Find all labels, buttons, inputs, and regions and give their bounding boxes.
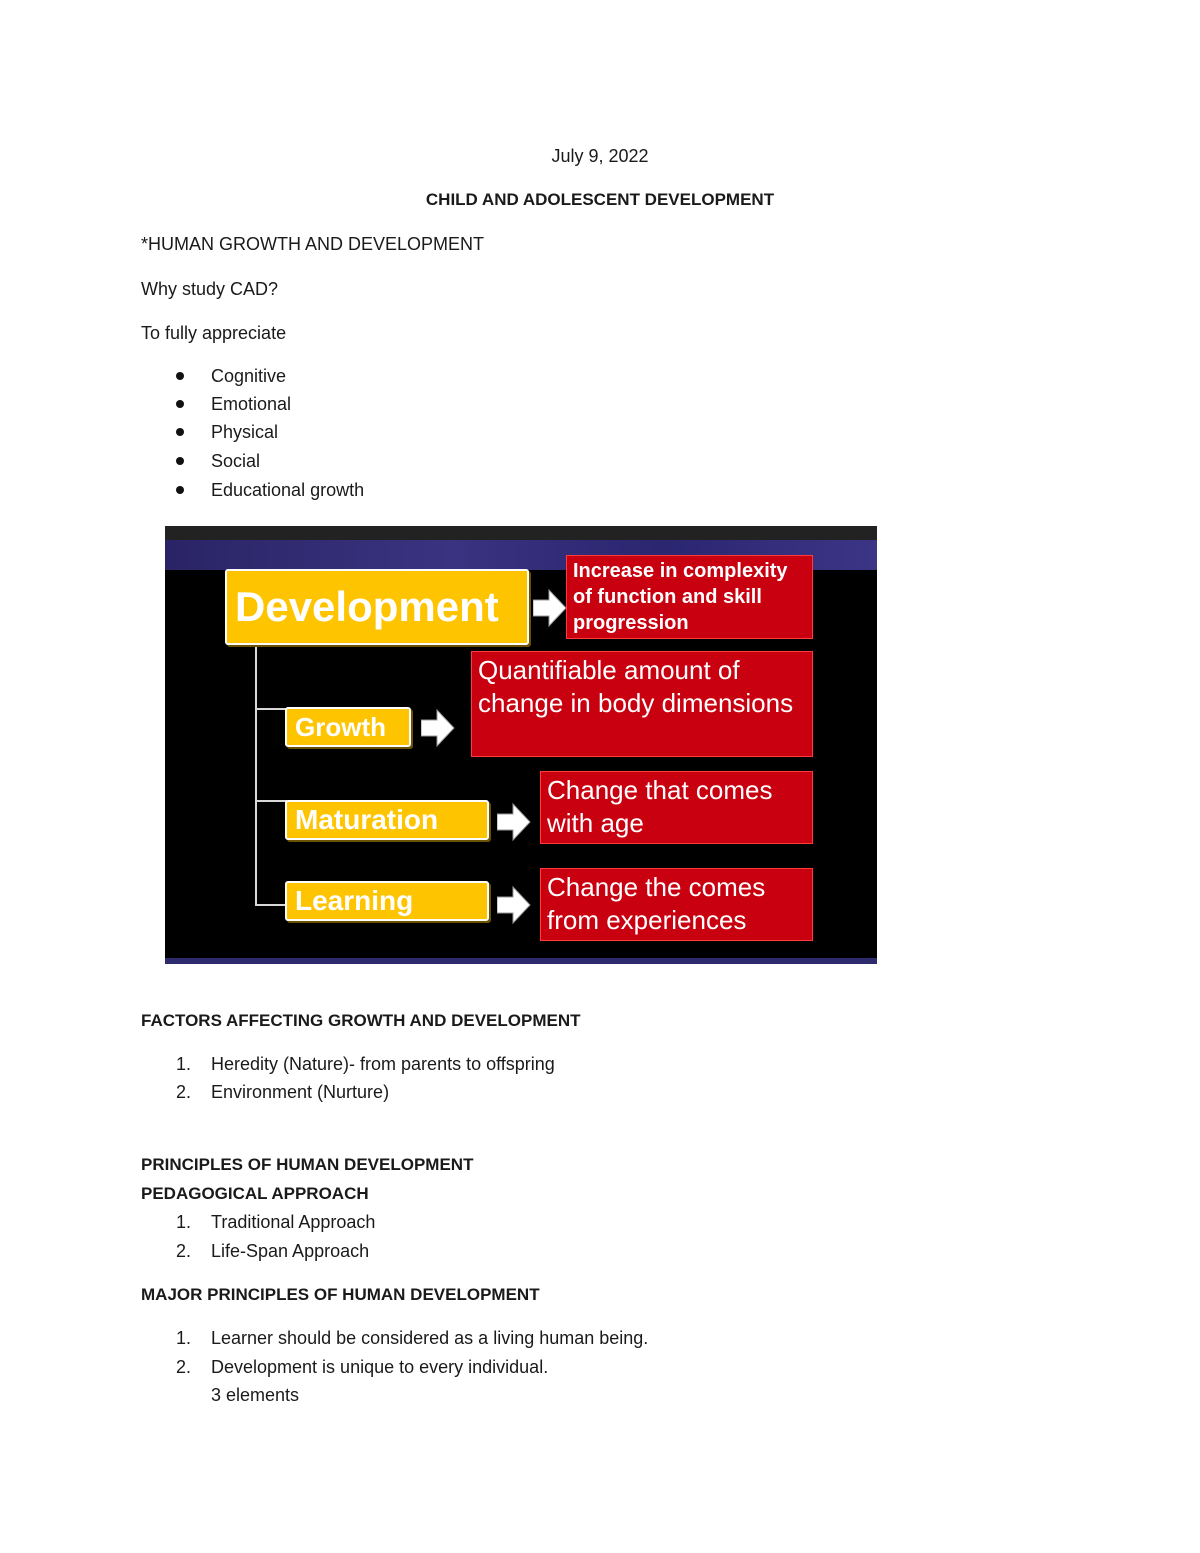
development-description: Increase in complexity of function and skill progression — [566, 555, 813, 639]
maturation-description: Change that comes with age — [540, 771, 813, 844]
development-diagram — [165, 526, 877, 964]
list-number: 2. — [176, 1357, 192, 1377]
right-arrow-icon — [497, 802, 531, 842]
pedagogical-heading: PEDAGOGICAL APPROACH — [141, 1184, 369, 1203]
list-item: Emotional — [211, 394, 292, 414]
slide-top-bar — [165, 526, 877, 540]
development-box: Development — [225, 569, 529, 645]
document-title: CHILD AND ADOLESCENT DEVELOPMENT — [425, 190, 775, 209]
right-arrow-icon — [497, 885, 531, 925]
maturation-box: Maturation — [285, 800, 489, 840]
right-arrow-icon — [533, 588, 567, 628]
list-number: 2. — [176, 1082, 192, 1102]
list-item: Physical — [211, 422, 279, 442]
list-item: Educational growth — [211, 480, 365, 500]
list-number: 1. — [176, 1212, 192, 1232]
list-item: Environment (Nurture) — [211, 1082, 390, 1102]
slide-bottom-bar — [165, 958, 877, 964]
list-item: Life-Span Approach — [211, 1241, 370, 1261]
elements-note: 3 elements — [211, 1385, 300, 1405]
list-number: 1. — [176, 1328, 192, 1348]
learning-box: Learning — [285, 881, 489, 921]
bullet-icon — [176, 428, 184, 436]
tree-branch — [255, 904, 287, 906]
growth-box: Growth — [285, 707, 411, 747]
list-number: 2. — [176, 1241, 192, 1261]
list-item: Development is unique to every individual. — [211, 1357, 549, 1377]
lead-text: To fully appreciate — [141, 323, 287, 343]
list-item: Learner should be considered as a living human being. — [211, 1328, 649, 1348]
bullet-icon — [176, 457, 184, 465]
growth-description: Quantifiable amount of change in body dimensions — [471, 651, 813, 757]
list-item: Heredity (Nature)- from parents to offspring — [211, 1054, 555, 1074]
principles-heading: PRINCIPLES OF HUMAN DEVELOPMENT — [141, 1155, 474, 1174]
right-arrow-icon — [421, 708, 455, 748]
topic-heading: *HUMAN GROWTH AND DEVELOPMENT — [141, 234, 485, 254]
bullet-icon — [176, 486, 184, 494]
tree-branch — [255, 708, 287, 710]
list-item: Traditional Approach — [211, 1212, 376, 1232]
list-item: Social — [211, 451, 261, 471]
learning-description: Change the comes from experiences — [540, 868, 813, 941]
list-number: 1. — [176, 1054, 192, 1074]
list-item: Cognitive — [211, 366, 287, 386]
tree-branch — [255, 800, 287, 802]
document-date: July 9, 2022 — [551, 146, 649, 166]
question-text: Why study CAD? — [141, 279, 279, 299]
major-principles-heading: MAJOR PRINCIPLES OF HUMAN DEVELOPMENT — [141, 1285, 540, 1304]
tree-connector — [255, 644, 257, 906]
bullet-icon — [176, 400, 184, 408]
factors-heading: FACTORS AFFECTING GROWTH AND DEVELOPMENT — [141, 1011, 581, 1030]
bullet-icon — [176, 372, 184, 380]
